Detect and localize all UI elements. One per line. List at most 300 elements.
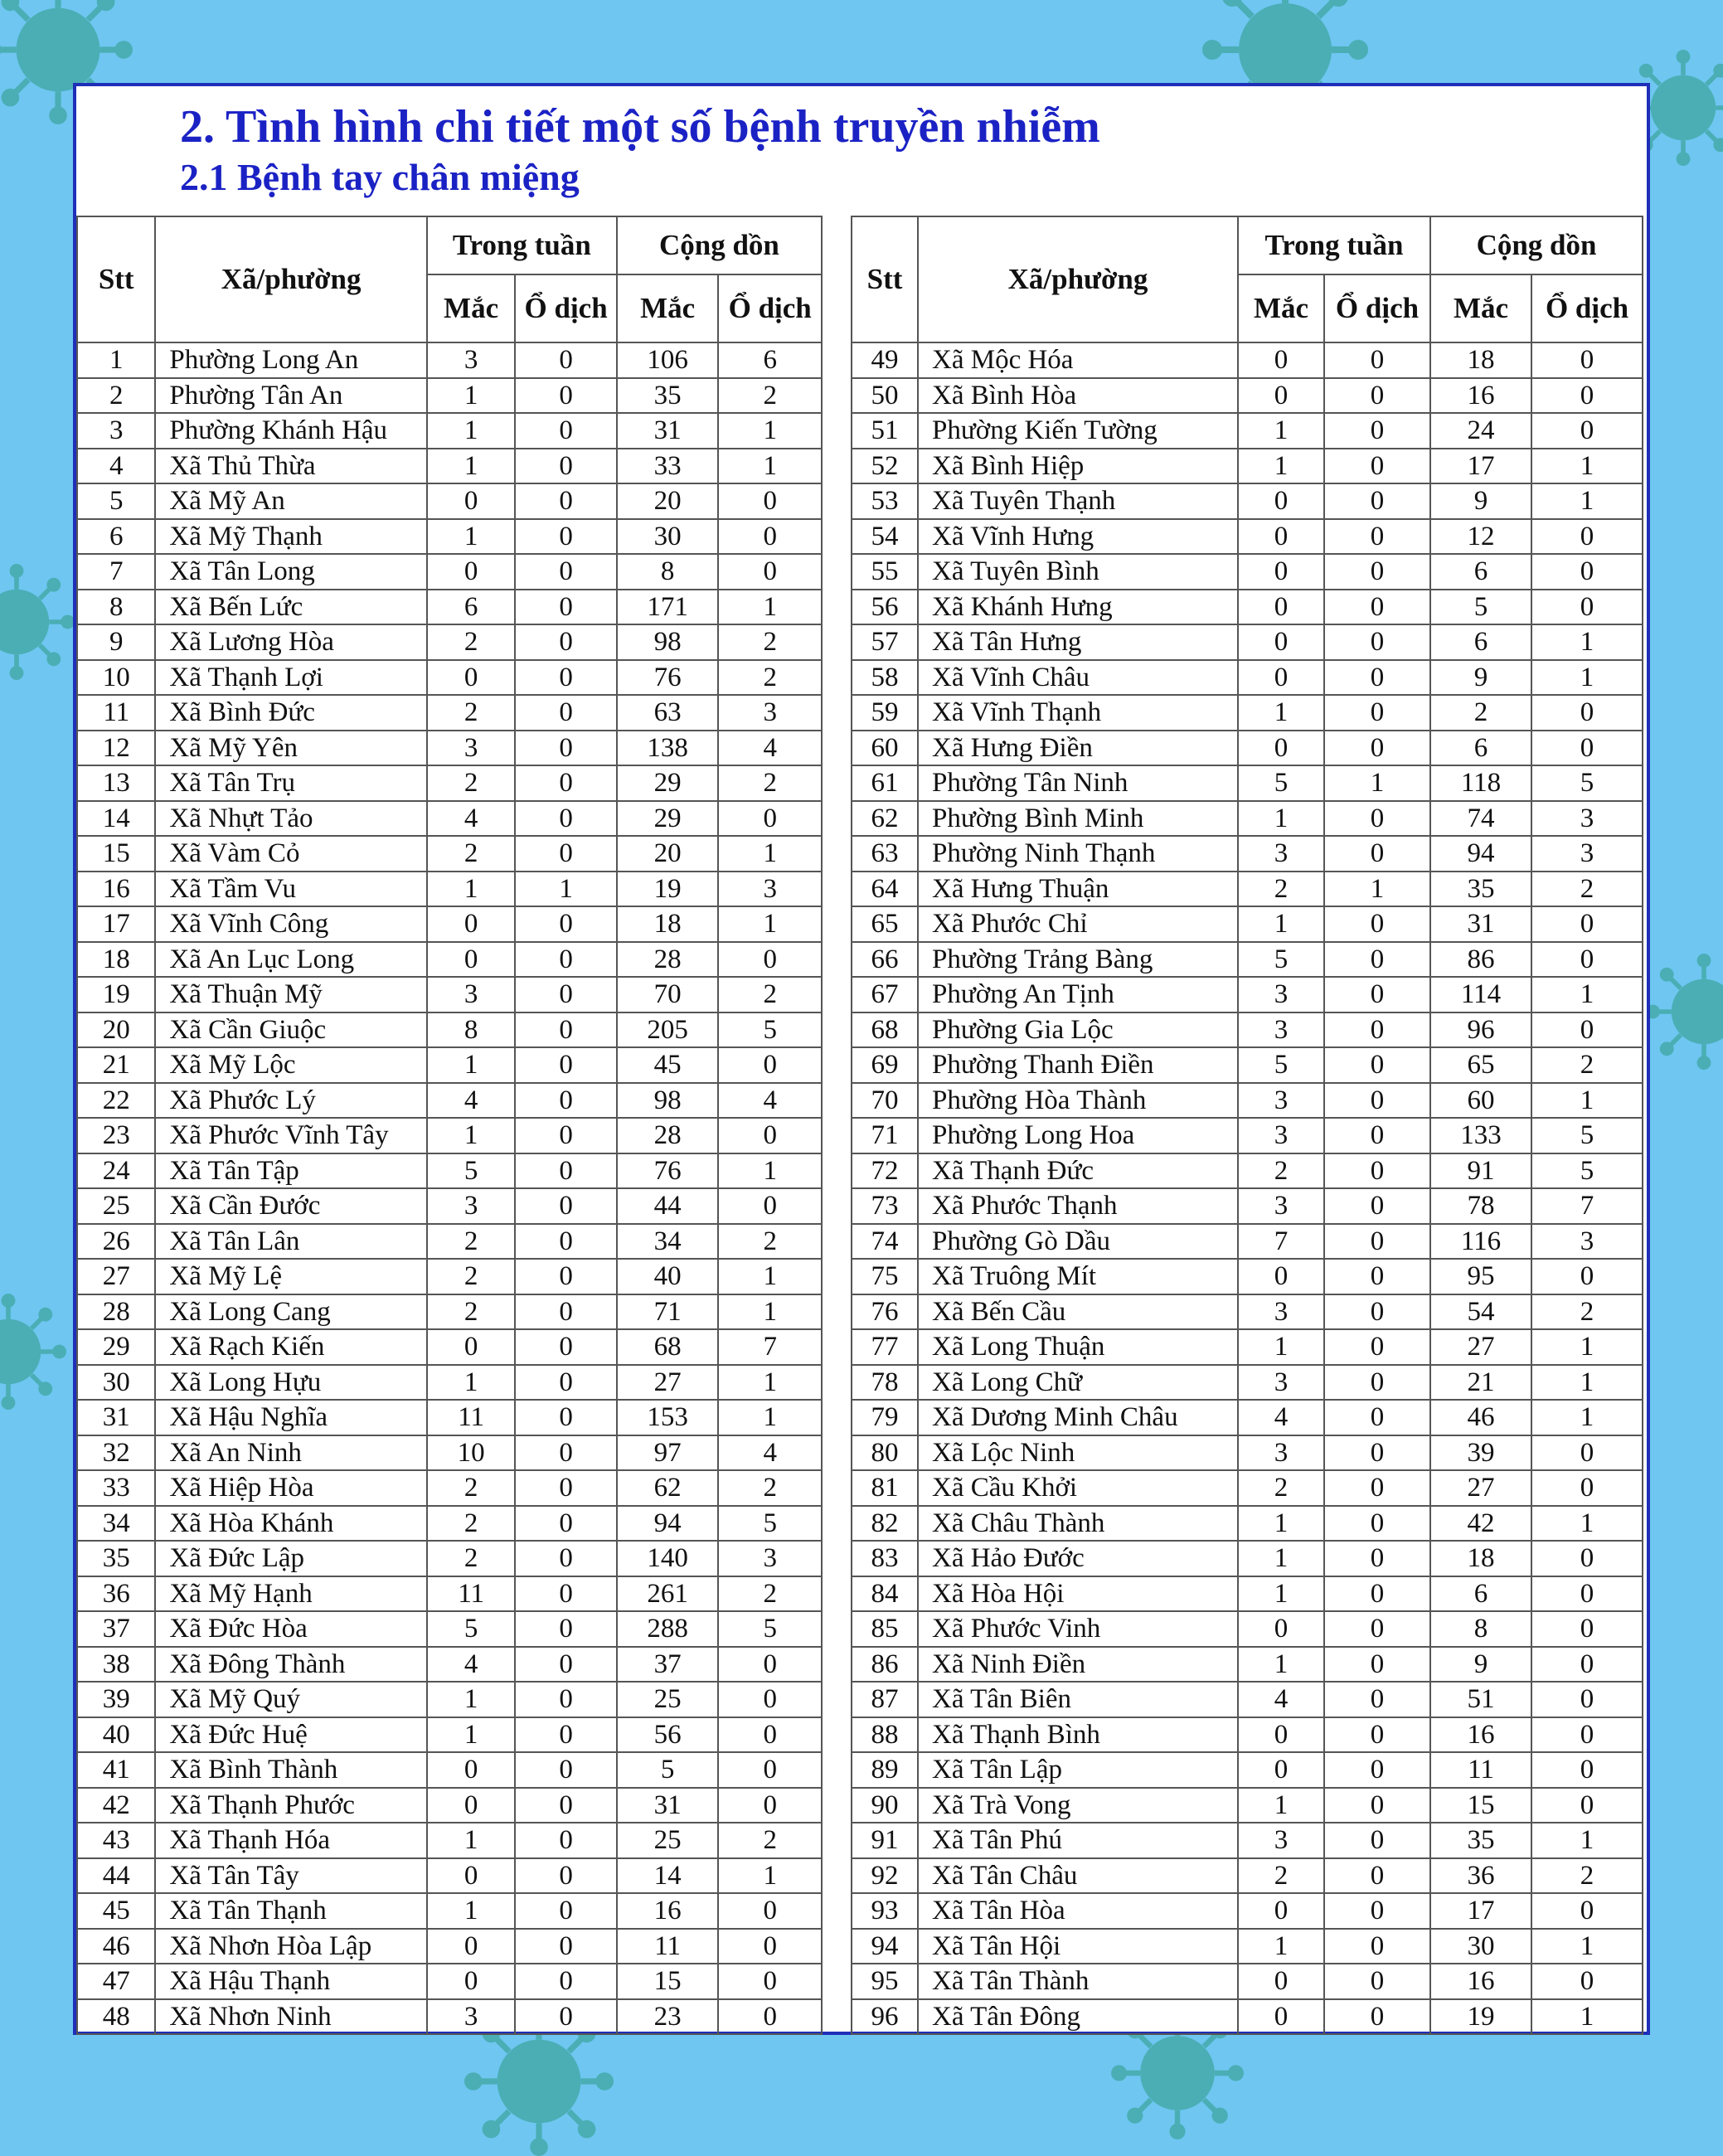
cell-total-outbreaks: 0 <box>718 483 822 519</box>
cell-week-outbreaks: 0 <box>515 1365 617 1401</box>
cell-total-cases: 34 <box>617 1224 719 1260</box>
cell-total-outbreaks: 2 <box>718 1576 822 1612</box>
cell-total-outbreaks: 0 <box>718 801 822 837</box>
cell-week-outbreaks: 0 <box>1324 554 1430 590</box>
cell-total-cases: 76 <box>617 660 719 696</box>
cell-total-cases: 153 <box>617 1400 719 1435</box>
cell-week-cases: 0 <box>1238 342 1324 378</box>
cell-total-cases: 25 <box>617 1823 719 1858</box>
table-row <box>77 1682 822 1717</box>
table-row <box>77 1823 822 1858</box>
cell-stt: 52 <box>852 449 918 484</box>
cell-total-cases: 31 <box>617 413 719 449</box>
cell-name: Phường An Tịnh <box>918 977 1238 1012</box>
cell-week-cases: 3 <box>1238 977 1324 1012</box>
cell-stt: 83 <box>852 1541 918 1576</box>
cell-name: Xã Đức Lập <box>155 1541 426 1576</box>
cell-name: Xã Vĩnh Hưng <box>918 519 1238 555</box>
table-row <box>77 660 822 696</box>
cell-total-cases: 133 <box>1430 1118 1531 1153</box>
header-cases: Mắc <box>427 274 515 342</box>
cell-total-outbreaks: 3 <box>1531 801 1643 837</box>
cell-week-cases: 2 <box>427 1541 515 1576</box>
cell-name: Xã Bến Lức <box>155 590 426 625</box>
cell-total-cases: 18 <box>1430 1541 1531 1576</box>
cell-total-outbreaks: 1 <box>1531 977 1643 1012</box>
cell-week-cases: 5 <box>1238 942 1324 978</box>
cell-week-outbreaks: 0 <box>1324 519 1430 555</box>
cell-week-cases: 0 <box>1238 590 1324 625</box>
right-table <box>851 216 1643 2035</box>
cell-week-cases: 0 <box>1238 624 1324 660</box>
cell-total-outbreaks: 7 <box>1531 1188 1643 1224</box>
cell-week-cases: 0 <box>1238 1611 1324 1647</box>
cell-week-cases: 1 <box>1238 1576 1324 1612</box>
cell-week-cases: 4 <box>427 1083 515 1119</box>
cell-total-outbreaks: 0 <box>1531 1788 1643 1823</box>
cell-name: Xã Vĩnh Châu <box>918 660 1238 696</box>
cell-stt: 82 <box>852 1506 918 1542</box>
cell-total-outbreaks: 2 <box>1531 1047 1643 1083</box>
cell-total-cases: 261 <box>617 1576 719 1612</box>
table-row <box>852 1153 1643 1189</box>
cell-total-cases: 29 <box>617 801 719 837</box>
table-row <box>852 1435 1643 1471</box>
cell-total-cases: 95 <box>1430 1259 1531 1294</box>
cell-week-cases: 1 <box>427 1118 515 1153</box>
cell-week-outbreaks: 0 <box>1324 1717 1430 1753</box>
cell-name: Xã Bến Cầu <box>918 1294 1238 1330</box>
content-panel <box>73 83 1650 2035</box>
cell-name: Xã Cần Giuộc <box>155 1012 426 1048</box>
cell-total-cases: 30 <box>617 519 719 555</box>
cell-total-outbreaks: 1 <box>1531 624 1643 660</box>
table-row <box>77 695 822 731</box>
cell-week-cases: 3 <box>1238 1012 1324 1048</box>
table-row <box>77 449 822 484</box>
cell-name: Xã Thạnh Bình <box>918 1717 1238 1753</box>
cell-name: Xã Thạnh Lợi <box>155 660 426 696</box>
cell-name: Xã Hưng Thuận <box>918 872 1238 907</box>
cell-stt: 11 <box>77 695 155 731</box>
table-row <box>852 1400 1643 1435</box>
cell-stt: 73 <box>852 1188 918 1224</box>
cell-name: Xã Mộc Hóa <box>918 342 1238 378</box>
cell-name: Xã Vĩnh Thạnh <box>918 695 1238 731</box>
cell-total-cases: 5 <box>1430 590 1531 625</box>
cell-stt: 86 <box>852 1647 918 1683</box>
cell-total-outbreaks: 0 <box>718 1752 822 1788</box>
table-row <box>852 1365 1643 1401</box>
cell-week-cases: 3 <box>427 731 515 766</box>
cell-week-outbreaks: 0 <box>1324 660 1430 696</box>
header-cumulative: Cộng dồn <box>1430 216 1643 274</box>
cell-week-outbreaks: 0 <box>1324 1118 1430 1153</box>
cell-total-outbreaks: 1 <box>718 1259 822 1294</box>
cell-stt: 91 <box>852 1823 918 1858</box>
cell-week-cases: 3 <box>1238 1823 1324 1858</box>
cell-stt: 65 <box>852 906 918 942</box>
table-row <box>852 483 1643 519</box>
cell-total-outbreaks: 0 <box>718 1717 822 1753</box>
cell-week-cases: 1 <box>1238 1506 1324 1542</box>
table-row <box>852 977 1643 1012</box>
cell-total-cases: 11 <box>1430 1752 1531 1788</box>
cell-name: Xã Thạnh Đức <box>918 1153 1238 1189</box>
cell-total-cases: 25 <box>617 1682 719 1717</box>
cell-name: Xã Thủ Thừa <box>155 449 426 484</box>
cell-name: Xã Phước Lý <box>155 1083 426 1119</box>
cell-week-outbreaks: 0 <box>515 1893 617 1929</box>
cell-week-cases: 2 <box>427 1224 515 1260</box>
cell-name: Xã Hưng Điền <box>918 731 1238 766</box>
cell-total-cases: 5 <box>617 1752 719 1788</box>
cell-week-cases: 4 <box>427 1647 515 1683</box>
cell-total-outbreaks: 1 <box>1531 660 1643 696</box>
cell-name: Phường Khánh Hậu <box>155 413 426 449</box>
cell-total-cases: 18 <box>1430 342 1531 378</box>
cell-total-outbreaks: 5 <box>718 1506 822 1542</box>
cell-name: Xã Phước Vinh <box>918 1611 1238 1647</box>
cell-stt: 56 <box>852 590 918 625</box>
cell-name: Xã Tân Trụ <box>155 765 426 801</box>
cell-total-cases: 36 <box>1430 1858 1531 1894</box>
cell-total-outbreaks: 0 <box>718 1788 822 1823</box>
cell-week-cases: 0 <box>427 942 515 978</box>
cell-week-cases: 0 <box>427 1329 515 1365</box>
cell-name: Xã Thạnh Hóa <box>155 1823 426 1858</box>
table-row <box>852 1893 1643 1929</box>
table-row <box>852 836 1643 872</box>
header-cumulative: Cộng dồn <box>617 216 822 274</box>
cell-stt: 4 <box>77 449 155 484</box>
cell-week-cases: 4 <box>1238 1682 1324 1717</box>
cell-stt: 16 <box>77 872 155 907</box>
cell-total-cases: 42 <box>1430 1506 1531 1542</box>
cell-week-outbreaks: 0 <box>515 554 617 590</box>
cell-week-outbreaks: 1 <box>1324 872 1430 907</box>
cell-week-cases: 3 <box>427 1999 515 2035</box>
cell-week-cases: 1 <box>427 1047 515 1083</box>
cell-week-outbreaks: 0 <box>515 1823 617 1858</box>
table-row <box>852 449 1643 484</box>
cell-week-cases: 0 <box>427 660 515 696</box>
table-row <box>852 731 1643 766</box>
cell-name: Xã Hậu Nghĩa <box>155 1400 426 1435</box>
table-row <box>852 1788 1643 1823</box>
cell-total-outbreaks: 0 <box>1531 942 1643 978</box>
cell-week-outbreaks: 0 <box>515 519 617 555</box>
header-cases: Mắc <box>617 274 719 342</box>
cell-stt: 23 <box>77 1118 155 1153</box>
cell-week-cases: 11 <box>427 1576 515 1612</box>
cell-week-cases: 1 <box>1238 1329 1324 1365</box>
cell-total-cases: 86 <box>1430 942 1531 978</box>
cell-week-outbreaks: 0 <box>1324 624 1430 660</box>
cell-total-cases: 78 <box>1430 1188 1531 1224</box>
cell-total-cases: 6 <box>1430 731 1531 766</box>
cell-total-cases: 2 <box>1430 695 1531 731</box>
cell-stt: 93 <box>852 1893 918 1929</box>
cell-total-cases: 44 <box>617 1188 719 1224</box>
table-row <box>852 660 1643 696</box>
cell-name: Xã Mỹ Thạnh <box>155 519 426 555</box>
cell-week-outbreaks: 0 <box>515 1999 617 2035</box>
cell-total-outbreaks: 1 <box>718 906 822 942</box>
cell-stt: 41 <box>77 1752 155 1788</box>
cell-stt: 33 <box>77 1470 155 1506</box>
cell-name: Xã Châu Thành <box>918 1506 1238 1542</box>
cell-total-outbreaks: 2 <box>718 1470 822 1506</box>
cell-total-outbreaks: 1 <box>1531 1329 1643 1365</box>
cell-total-cases: 138 <box>617 731 719 766</box>
cell-week-outbreaks: 1 <box>1324 765 1430 801</box>
cell-week-outbreaks: 0 <box>515 1400 617 1435</box>
cell-stt: 12 <box>77 731 155 766</box>
table-row <box>77 765 822 801</box>
cell-week-cases: 0 <box>1238 1893 1324 1929</box>
cell-name: Xã Mỹ Hạnh <box>155 1576 426 1612</box>
cell-name: Xã Hiệp Hòa <box>155 1470 426 1506</box>
cell-week-outbreaks: 0 <box>515 413 617 449</box>
table-row <box>852 1929 1643 1964</box>
cell-stt: 2 <box>77 378 155 414</box>
cell-week-outbreaks: 0 <box>515 1153 617 1189</box>
cell-total-cases: 98 <box>617 624 719 660</box>
table-row <box>852 906 1643 942</box>
cell-name: Xã Tân Hưng <box>918 624 1238 660</box>
cell-stt: 92 <box>852 1858 918 1894</box>
cell-week-outbreaks: 0 <box>1324 1893 1430 1929</box>
cell-name: Phường Tân An <box>155 378 426 414</box>
cell-stt: 43 <box>77 1823 155 1858</box>
cell-stt: 29 <box>77 1329 155 1365</box>
cell-week-cases: 3 <box>1238 1188 1324 1224</box>
cell-week-cases: 1 <box>1238 695 1324 731</box>
cell-total-outbreaks: 0 <box>1531 413 1643 449</box>
cell-week-cases: 0 <box>427 1858 515 1894</box>
cell-total-cases: 76 <box>617 1153 719 1189</box>
cell-total-cases: 62 <box>617 1470 719 1506</box>
cell-total-cases: 14 <box>617 1858 719 1894</box>
cell-total-outbreaks: 0 <box>1531 1435 1643 1471</box>
cell-total-cases: 35 <box>1430 1823 1531 1858</box>
cell-week-outbreaks: 0 <box>515 1541 617 1576</box>
table-row <box>852 1999 1643 2035</box>
cell-week-outbreaks: 0 <box>1324 1682 1430 1717</box>
cell-total-cases: 63 <box>617 695 719 731</box>
cell-week-cases: 1 <box>427 449 515 484</box>
table-row <box>852 1118 1643 1153</box>
table-row <box>77 1999 822 2035</box>
cell-total-outbreaks: 0 <box>718 1999 822 2035</box>
cell-week-outbreaks: 0 <box>1324 1329 1430 1365</box>
cell-stt: 60 <box>852 731 918 766</box>
cell-name: Xã Trà Vong <box>918 1788 1238 1823</box>
cell-total-cases: 116 <box>1430 1224 1531 1260</box>
cell-total-outbreaks: 0 <box>1531 519 1643 555</box>
header-name: Xã/phường <box>918 216 1238 342</box>
cell-total-cases: 70 <box>617 977 719 1012</box>
cell-name: Xã Đức Huệ <box>155 1717 426 1753</box>
cell-total-cases: 17 <box>1430 1893 1531 1929</box>
table-row <box>852 1964 1643 1999</box>
cell-total-outbreaks: 0 <box>1531 1964 1643 1999</box>
cell-stt: 27 <box>77 1259 155 1294</box>
table-body <box>77 342 822 2034</box>
table-row <box>852 1329 1643 1365</box>
cell-total-cases: 71 <box>617 1294 719 1330</box>
cell-total-outbreaks: 0 <box>718 1682 822 1717</box>
cell-total-outbreaks: 0 <box>1531 342 1643 378</box>
cell-stt: 64 <box>852 872 918 907</box>
cell-stt: 6 <box>77 519 155 555</box>
cell-total-cases: 106 <box>617 342 719 378</box>
cell-total-cases: 37 <box>617 1647 719 1683</box>
cell-week-outbreaks: 0 <box>1324 1929 1430 1964</box>
cell-stt: 61 <box>852 765 918 801</box>
cell-total-outbreaks: 2 <box>718 660 822 696</box>
cell-total-cases: 65 <box>1430 1047 1531 1083</box>
cell-name: Phường Gò Dầu <box>918 1224 1238 1260</box>
cell-week-cases: 1 <box>1238 413 1324 449</box>
table-row <box>77 519 822 555</box>
cell-week-cases: 2 <box>1238 1470 1324 1506</box>
cell-total-cases: 28 <box>617 942 719 978</box>
cell-week-outbreaks: 0 <box>1324 1858 1430 1894</box>
cell-stt: 51 <box>852 413 918 449</box>
cell-total-cases: 35 <box>1430 872 1531 907</box>
table-row <box>77 1047 822 1083</box>
cell-week-outbreaks: 0 <box>1324 1647 1430 1683</box>
left-table <box>76 216 823 2035</box>
table-row <box>852 1294 1643 1330</box>
cell-name: Xã Tuyên Bình <box>918 554 1238 590</box>
table-row <box>77 1118 822 1153</box>
cell-stt: 22 <box>77 1083 155 1119</box>
cell-week-outbreaks: 0 <box>1324 1964 1430 1999</box>
cell-total-cases: 46 <box>1430 1400 1531 1435</box>
cell-total-cases: 6 <box>1430 1576 1531 1612</box>
cell-total-cases: 96 <box>1430 1012 1531 1048</box>
cell-stt: 75 <box>852 1259 918 1294</box>
cell-name: Xã Tân Phú <box>918 1823 1238 1858</box>
cell-week-cases: 10 <box>427 1435 515 1471</box>
cell-stt: 89 <box>852 1752 918 1788</box>
cell-week-outbreaks: 1 <box>515 872 617 907</box>
cell-stt: 76 <box>852 1294 918 1330</box>
cell-total-cases: 288 <box>617 1611 719 1647</box>
cell-week-outbreaks: 0 <box>1324 1435 1430 1471</box>
cell-total-cases: 18 <box>617 906 719 942</box>
cell-total-outbreaks: 1 <box>1531 449 1643 484</box>
cell-name: Xã Thạnh Phước <box>155 1788 426 1823</box>
cell-total-cases: 31 <box>617 1788 719 1823</box>
cell-name: Phường Thanh Điền <box>918 1047 1238 1083</box>
cell-total-outbreaks: 4 <box>718 1435 822 1471</box>
cell-total-outbreaks: 2 <box>718 624 822 660</box>
cell-stt: 74 <box>852 1224 918 1260</box>
table-row <box>77 1188 822 1224</box>
cell-stt: 47 <box>77 1964 155 1999</box>
table-row <box>77 1788 822 1823</box>
cell-stt: 26 <box>77 1224 155 1260</box>
cell-name: Xã Tầm Vu <box>155 872 426 907</box>
table-row <box>77 1611 822 1647</box>
table-row <box>77 378 822 414</box>
cell-week-cases: 1 <box>427 1823 515 1858</box>
cell-stt: 57 <box>852 624 918 660</box>
table-row <box>77 1153 822 1189</box>
cell-stt: 10 <box>77 660 155 696</box>
cell-stt: 30 <box>77 1365 155 1401</box>
cell-name: Xã Tân Lập <box>918 1752 1238 1788</box>
cell-stt: 62 <box>852 801 918 837</box>
cell-week-outbreaks: 0 <box>515 1858 617 1894</box>
cell-name: Phường Tân Ninh <box>918 765 1238 801</box>
cell-week-outbreaks: 0 <box>515 624 617 660</box>
header-outbreaks: Ổ dịch <box>515 274 617 342</box>
cell-total-cases: 68 <box>617 1329 719 1365</box>
table-row <box>77 1647 822 1683</box>
cell-week-outbreaks: 0 <box>515 1259 617 1294</box>
cell-week-cases: 1 <box>1238 1788 1324 1823</box>
cell-total-cases: 20 <box>617 483 719 519</box>
cell-week-cases: 2 <box>427 624 515 660</box>
cell-total-outbreaks: 5 <box>1531 1118 1643 1153</box>
cell-name: Phường Long Hoa <box>918 1118 1238 1153</box>
header-week: Trong tuần <box>427 216 617 274</box>
cell-week-outbreaks: 0 <box>1324 977 1430 1012</box>
cell-week-cases: 0 <box>427 1964 515 1999</box>
cell-week-cases: 0 <box>1238 483 1324 519</box>
cell-stt: 81 <box>852 1470 918 1506</box>
cell-total-cases: 31 <box>1430 906 1531 942</box>
cell-name: Xã Khánh Hưng <box>918 590 1238 625</box>
cell-week-outbreaks: 0 <box>515 1118 617 1153</box>
cell-week-cases: 2 <box>1238 872 1324 907</box>
cell-week-outbreaks: 0 <box>515 1964 617 1999</box>
cell-total-outbreaks: 0 <box>1531 1541 1643 1576</box>
cell-total-cases: 21 <box>1430 1365 1531 1401</box>
cell-stt: 66 <box>852 942 918 978</box>
cell-name: Xã Tân Biên <box>918 1682 1238 1717</box>
cell-week-outbreaks: 0 <box>515 1224 617 1260</box>
cell-stt: 55 <box>852 554 918 590</box>
cell-week-cases: 4 <box>1238 1400 1324 1435</box>
cell-name: Xã Long Hựu <box>155 1365 426 1401</box>
cell-total-cases: 15 <box>1430 1788 1531 1823</box>
cell-stt: 54 <box>852 519 918 555</box>
cell-week-outbreaks: 0 <box>515 1435 617 1471</box>
cell-week-outbreaks: 0 <box>1324 1153 1430 1189</box>
cell-week-outbreaks: 0 <box>515 977 617 1012</box>
cell-week-cases: 2 <box>427 1259 515 1294</box>
cell-total-outbreaks: 1 <box>1531 1823 1643 1858</box>
cell-total-outbreaks: 0 <box>1531 1259 1643 1294</box>
cell-total-cases: 51 <box>1430 1682 1531 1717</box>
cell-stt: 95 <box>852 1964 918 1999</box>
cell-week-outbreaks: 0 <box>1324 378 1430 414</box>
cell-name: Xã Rạch Kiến <box>155 1329 426 1365</box>
cell-stt: 94 <box>852 1929 918 1964</box>
cell-total-outbreaks: 0 <box>1531 590 1643 625</box>
cell-total-outbreaks: 1 <box>718 836 822 872</box>
cell-total-cases: 9 <box>1430 660 1531 696</box>
header-cases: Mắc <box>1238 274 1324 342</box>
table-row <box>852 590 1643 625</box>
cell-week-cases: 0 <box>1238 1964 1324 1999</box>
